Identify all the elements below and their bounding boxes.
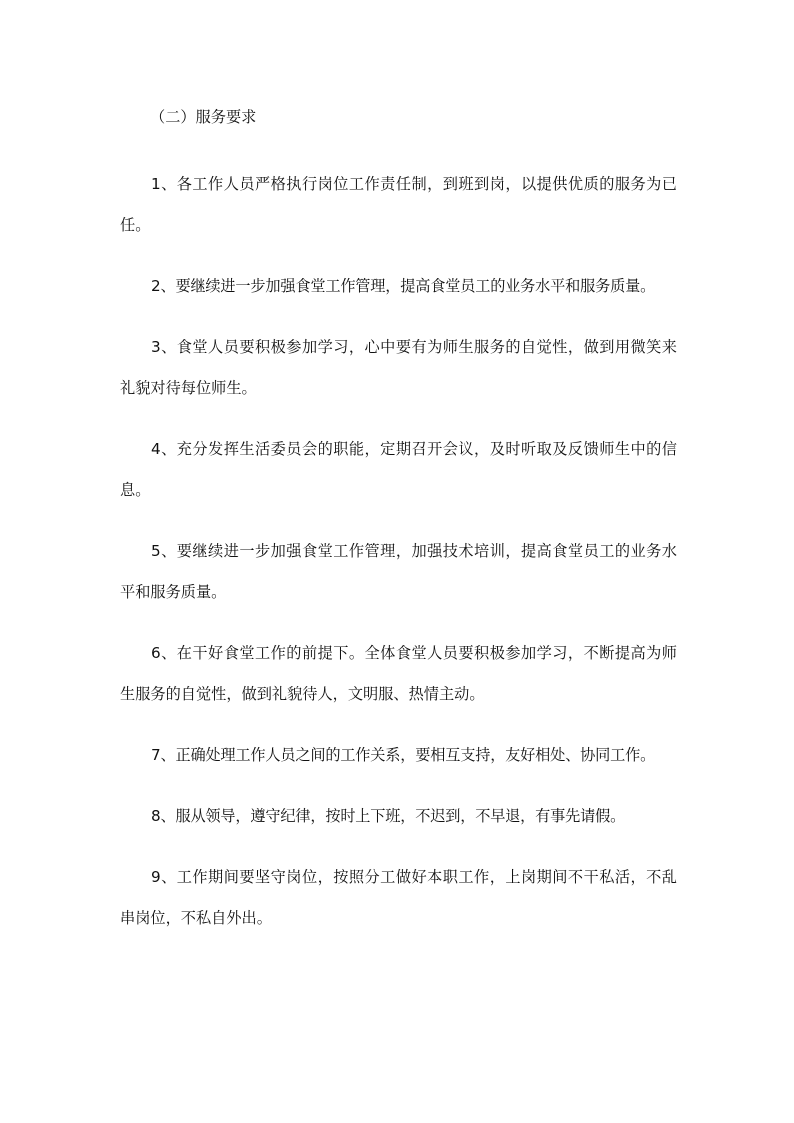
document-body — [120, 102, 677, 959]
list-item: 6、在干好食堂工作的前提下。全体食堂人员要积极参加学习，不断提高为师生服务的自觉性，做到礼貌待人，文明服、热情主动。 — [120, 644, 677, 703]
list-item: 3、食堂人员要积极参加学习，心中要有为师生服务的自觉性，做到用微笑来礼貌对待每位师生。 — [120, 338, 677, 397]
list-item: 5、要继续进一步加强食堂工作管理，加强技术培训，提高食堂员工的业务水平和服务质量。 — [120, 542, 677, 601]
list-item: 4、充分发挥生活委员会的职能，定期召开会议，及时听取及反馈师生中的信息。 — [120, 440, 677, 499]
section-title: （二）服务要求 — [150, 108, 257, 126]
list-item: 2、要继续进一步加强食堂工作管理，提高食堂员工的业务水平和服务质量。 — [151, 277, 656, 295]
list-item: 1、各工作人员严格执行岗位工作责任制，到班到岗，以提供优质的服务为已任。 — [120, 175, 677, 234]
list-item: 7、正确处理工作人员之间的工作关系，要相互支持，友好相处、协同工作。 — [151, 746, 656, 764]
list-item: 8、服从领导，遵守纪律，按时上下班，不迟到，不早退，有事先请假。 — [151, 807, 626, 825]
list-item: 9、工作期间要坚守岗位，按照分工做好本职工作，上岗期间不干私活，不乱串岗位，不私自外出。 — [120, 868, 677, 927]
